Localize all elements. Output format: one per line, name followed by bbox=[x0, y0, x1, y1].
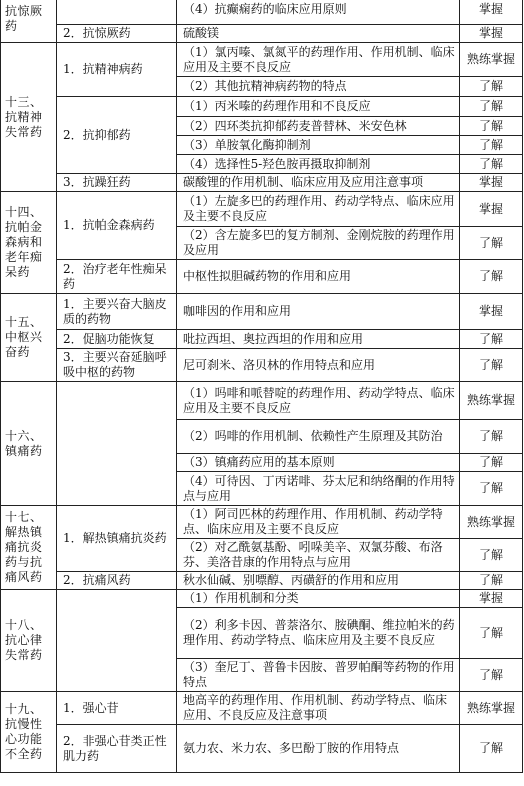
level-cell: 了解 bbox=[460, 227, 523, 260]
content-cell: （3）单胺氧化酶抑制剂 bbox=[177, 136, 460, 155]
level-cell: 了解 bbox=[460, 117, 523, 136]
content-cell: （1）吗啡和哌替啶的药理作用、药动学特点、临床应用及主要不良反应 bbox=[177, 382, 460, 420]
content-cell: （2）利多卡因、普萘洛尔、胺碘酮、维拉帕米的药理作用、药动学特点、临床应用及主要不良反应 bbox=[177, 608, 460, 659]
chapter-cell: 十九、抗慢性心功能不全药 bbox=[1, 692, 57, 773]
content-cell: （1）左旋多巴的药理作用、药动学特点、临床应用及主要不良反应 bbox=[177, 192, 460, 227]
table-row bbox=[1, 25, 523, 43]
section-cell: 2．促脑功能恢复 bbox=[57, 330, 177, 349]
table-row bbox=[1, 330, 523, 349]
chapter-cell: 十五、中枢兴奋药 bbox=[1, 294, 57, 382]
section-cell: 1．解热镇痛抗炎药 bbox=[57, 506, 177, 572]
content-cell: （3）镇痛药应用的基本原则 bbox=[177, 454, 460, 472]
section-cell: 3．主要兴奋延脑呼吸中枢的药物 bbox=[57, 349, 177, 382]
content-cell: 吡拉西坦、奥拉西坦的作用和应用 bbox=[177, 330, 460, 349]
content-cell: 硫酸镁 bbox=[177, 25, 460, 43]
content-cell: 秋水仙碱、别嘌醇、丙磺舒的作用和应用 bbox=[177, 572, 460, 590]
level-cell: 了解 bbox=[460, 260, 523, 294]
level-cell: 了解 bbox=[460, 136, 523, 155]
content-cell: （2）对乙酰氨基酚、吲哚美辛、双氯芬酸、布洛芬、美洛昔康的作用特点与应用 bbox=[177, 539, 460, 572]
chapter-cell: 十四、抗帕金森病和老年痴呆药 bbox=[1, 192, 57, 294]
level-cell: 了解 bbox=[460, 539, 523, 572]
section-cell bbox=[57, 0, 177, 25]
content-cell: 碳酸锂的作用机制、临床应用及应用注意事项 bbox=[177, 174, 460, 192]
section-cell: 2．抗痛风药 bbox=[57, 572, 177, 590]
level-cell: 熟练掌握 bbox=[460, 382, 523, 420]
level-cell: 了解 bbox=[460, 77, 523, 97]
level-cell: 掌握 bbox=[460, 590, 523, 608]
level-cell: 了解 bbox=[460, 454, 523, 472]
section-cell: 1．抗精神病药 bbox=[57, 43, 177, 97]
content-cell: 氨力农、米力农、多巴酚丁胺的作用特点 bbox=[177, 725, 460, 773]
level-cell: 掌握 bbox=[460, 294, 523, 330]
level-cell: 了解 bbox=[460, 155, 523, 174]
level-cell: 掌握 bbox=[460, 174, 523, 192]
section-cell: 2．治疗老年性痴呆药 bbox=[57, 260, 177, 294]
content-cell: （2）四环类抗抑郁药麦普替林、米安色林 bbox=[177, 117, 460, 136]
level-cell: 熟练掌握 bbox=[460, 43, 523, 77]
section-cell: 2．抗抑郁药 bbox=[57, 97, 177, 174]
level-cell: 掌握 bbox=[460, 192, 523, 227]
chapter-cell: 十六、镇痛药 bbox=[1, 382, 57, 506]
section-cell: 3．抗躁狂药 bbox=[57, 174, 177, 192]
chapter-cell: 十八、抗心律失常药 bbox=[1, 590, 57, 692]
content-cell: （2）含左旋多巴的复方制剂、金刚烷胺的药理作用及应用 bbox=[177, 227, 460, 260]
table-row bbox=[1, 0, 523, 25]
level-cell: 了解 bbox=[460, 349, 523, 382]
table-row bbox=[1, 725, 523, 773]
section-cell bbox=[57, 382, 177, 506]
content-cell: （1）氯丙嗪、氯氮平的药理作用、作用机制、临床应用及主要不良反应 bbox=[177, 43, 460, 77]
content-cell: （1）阿司匹林的药理作用、作用机制、药动学特点、临床应用及主要不良反应 bbox=[177, 506, 460, 539]
section-cell: 2．抗惊厥药 bbox=[57, 25, 177, 43]
level-cell: 熟练掌握 bbox=[460, 506, 523, 539]
level-cell: 了解 bbox=[460, 572, 523, 590]
content-cell: （4）选择性5-羟色胺再摄取抑制剂 bbox=[177, 155, 460, 174]
level-cell: 了解 bbox=[460, 420, 523, 454]
level-cell: 了解 bbox=[460, 659, 523, 692]
content-cell: （2）其他抗精神病药物的特点 bbox=[177, 77, 460, 97]
table-row bbox=[1, 590, 523, 608]
level-cell: 了解 bbox=[460, 725, 523, 773]
table-row bbox=[1, 260, 523, 294]
level-cell: 了解 bbox=[460, 472, 523, 506]
content-cell: （4）可待因、丁丙诺啡、芬太尼和纳络酮的作用特点与应用 bbox=[177, 472, 460, 506]
chapter-cell: 十三、抗精神失常药 bbox=[1, 43, 57, 192]
section-cell: 2．非强心苷类正性肌力药 bbox=[57, 725, 177, 773]
chapter-cell: 抗惊厥药 bbox=[1, 0, 57, 43]
content-cell: 中枢性拟胆碱药物的作用和应用 bbox=[177, 260, 460, 294]
table-row bbox=[1, 174, 523, 192]
section-cell: 1．主要兴奋大脑皮质的药物 bbox=[57, 294, 177, 330]
content-cell: 尼可刹米、洛贝林的作用特点和应用 bbox=[177, 349, 460, 382]
section-cell: 1．抗帕金森病药 bbox=[57, 192, 177, 260]
chapter-cell: 十七、解热镇痛抗炎药与抗痛风药 bbox=[1, 506, 57, 590]
table-row bbox=[1, 382, 523, 420]
table-row bbox=[1, 692, 523, 725]
table-row bbox=[1, 506, 523, 539]
table-row bbox=[1, 349, 523, 382]
content-cell: 地高辛的药理作用、作用机制、药动学特点、临床应用、不良反应及注意事项 bbox=[177, 692, 460, 725]
content-cell: 咖啡因的作用和应用 bbox=[177, 294, 460, 330]
section-cell: 1．强心苷 bbox=[57, 692, 177, 725]
content-cell: （1）作用机制和分类 bbox=[177, 590, 460, 608]
level-cell: 熟练掌握 bbox=[460, 692, 523, 725]
level-cell: 了解 bbox=[460, 330, 523, 349]
content-cell: （2）吗啡的作用机制、依赖性产生原理及其防治 bbox=[177, 420, 460, 454]
content-cell: （4）抗癫痫药的临床应用原则 bbox=[177, 0, 460, 25]
level-cell: 了解 bbox=[460, 608, 523, 659]
level-cell: 掌握 bbox=[460, 0, 523, 25]
table-row bbox=[1, 572, 523, 590]
content-cell: （1）丙米嗪的药理作用和不良反应 bbox=[177, 97, 460, 117]
table-row bbox=[1, 294, 523, 330]
table-row bbox=[1, 43, 523, 77]
table-row bbox=[1, 97, 523, 117]
table-row bbox=[1, 192, 523, 227]
section-cell bbox=[57, 590, 177, 692]
level-cell: 掌握 bbox=[460, 25, 523, 43]
level-cell: 了解 bbox=[460, 97, 523, 117]
content-cell: （3）奎尼丁、普鲁卡因胺、普罗帕酮等药物的作用特点 bbox=[177, 659, 460, 692]
